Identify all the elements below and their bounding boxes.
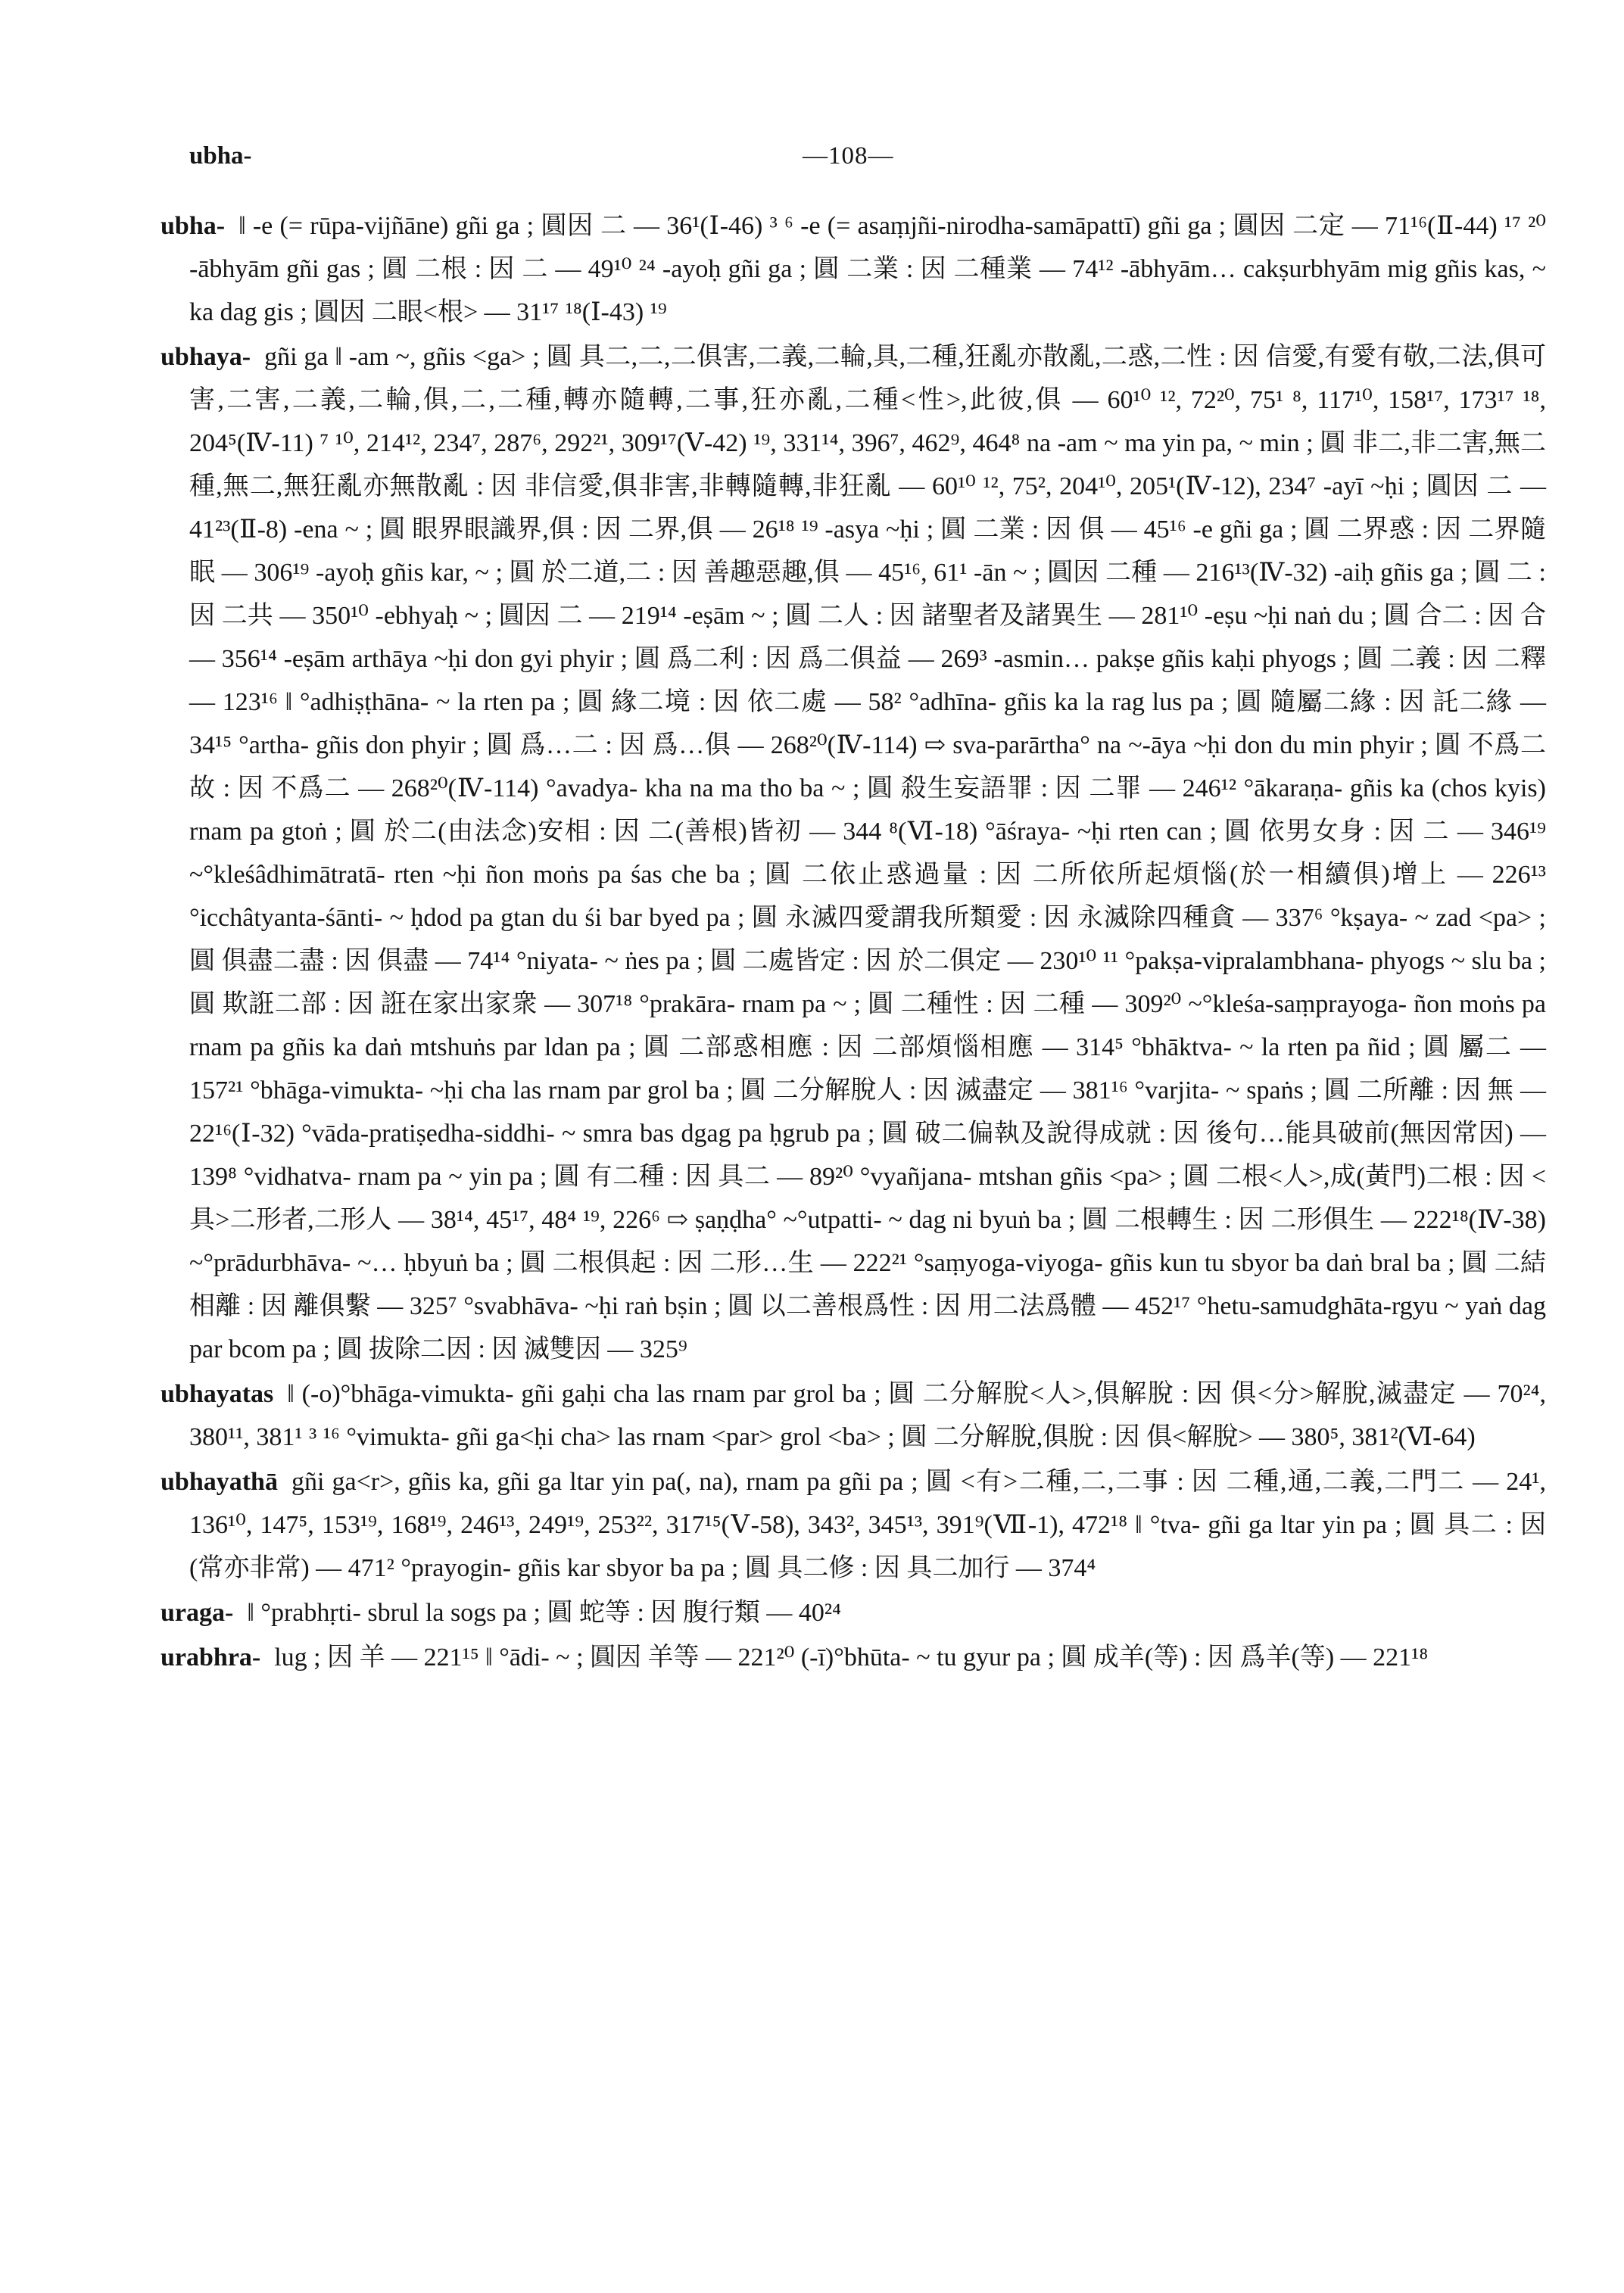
entry-headword: ubhayatas: [161, 1380, 274, 1408]
dictionary-entry: [161, 335, 1546, 1371]
entry-body: gñi ga ‖ -am ~, gñis <ga> ; 圓 具二,二,二俱害,二義,二輪,具,二種,狂亂亦散亂,二惑,二性 : 因 信愛,有愛有敬,二法,俱可害,二害,二義,二輪,俱,二,二種,轉亦隨轉,二事,狂亦亂,二種<性>,此彼,俱 — 60¹⁰ ¹², 72²⁰, 75¹ ⁸, 117¹⁰, 158¹⁷, 173¹⁷ ¹⁸, 204⁵(Ⅳ-11) ⁷ ¹⁰, 214¹², 234⁷, 287⁶, 292²¹, 309¹⁷(Ⅴ-42) ¹⁹, 331¹⁴, 396⁷, 462⁹, 464⁸ na -am ~ ma yin pa, ~ min ; 圓 非二,非二害,無二種,無二,無狂亂亦無散亂 : 因 非信愛,俱非害,非轉隨轉,非狂亂 — 60¹⁰ ¹², 75², 204¹⁰, 205¹(Ⅳ-12), 234⁷ -ayī ~ḥi ; 圓因 二 — 41²³(Ⅱ-8) -ena ~ ; 圓 眼界眼識界,俱 : 因 二界,俱 — 26¹⁸ ¹⁹ -asya ~ḥi ; 圓 二業 : 因 俱 — 45¹⁶ -e gñi ga ; 圓 二界惑 : 因 二界隨眠 — 306¹⁹ -ayoḥ gñis kar, ~ ; 圓 於二道,二 : 因 善趣惡趣,俱 — 45¹⁶, 61¹ -ān ~ ; 圓因 二種 — 216¹³(Ⅳ-32) -aiḥ gñis ga ; 圓 二 : 因 二共 — 350¹⁰ -ebhyaḥ ~ ; 圓因 二 — 219¹⁴ -eṣām ~ ; 圓 二人 : 因 諸聖者及諸異生 — 281¹⁰ -eṣu ~ḥi naṅ du ; 圓 合二 : 因 合 — 356¹⁴ -eṣām arthāya ~ḥi don gyi phyir ; 圓 爲二利 : 因 爲二俱益 — 269³ -asmin… pakṣe gñis kaḥi phyogs ; 圓 二義 : 因 二釋 — 123¹⁶ ‖ °adhiṣṭhāna- ~ la rten pa ; 圓 緣二境 : 因 依二處 — 58² °adhīna- gñis ka la rag lus pa ; 圓 隨屬二緣 : 因 託二緣 — 34¹⁵ °artha- gñis don phyir ; 圓 爲…二 : 因 爲…俱 — 268²⁰(Ⅳ-114) ⇨ sva-parārtha° na ~-āya ~ḥi don du min phyir ; 圓 不爲二故 : 因 不爲二 — 268²⁰(Ⅳ-114) °avadya- kha na ma tho ba ~ ; 圓 殺生妄語罪 : 因 二罪 — 246¹² °ākaraṇa- gñis ka (chos kyis) rnam pa gtoṅ ; 圓 於二(由法念)安相 : 因 二(善根)皆初 — 344 ⁸(Ⅵ-18) °āśraya- ~ḥi rten can ; 圓 依男女身 : 因 二 — 346¹⁹ ~°kleśâdhimātratā- rten ~ḥi ñon moṅs pa śas che ba ; 圓 二依止惑過量 : 因 二所依所起煩惱(於一相續俱)增上 — 226¹³ °icchâtyanta-śānti- ~ ḥdod pa gtan du śi bar byed pa ; 圓 永滅四愛謂我所類愛 : 因 永滅除四種貪 — 337⁶ °kṣaya- ~ zad <pa> ; 圓 俱盡二盡 : 因 俱盡 — 74¹⁴ °niyata- ~ ṅes pa ; 圓 二處皆定 : 因 於二俱定 — 230¹⁰ ¹¹ °pakṣa-vipralambhana- phyogs ~ slu ba ; 圓 欺誑二部 : 因 誑在家出家衆 — 307¹⁸ °prakāra- rnam pa ~ ; 圓 二種性 : 因 二種 — 309²⁰ ~°kleśa-saṃprayoga- ñon moṅs pa rnam pa gñis ka daṅ mtshuṅs par ldan pa ; 圓 二部惑相應 : 因 二部煩惱相應 — 314⁵ °bhāktva- ~ la rten pa ñid ; 圓 屬二 — 157²¹ °bhāga-vimukta- ~ḥi cha las rnam par grol ba ; 圓 二分解脫人 : 因 滅盡定 — 381¹⁶ °varjita- ~ spaṅs ; 圓 二所離 : 因 無 — 22¹⁶(Ⅰ-32) °vāda-pratiṣedha-siddhi- ~ smra bas dgag pa ḥgrub pa ; 圓 破二偏執及說得成就 : 因 後句…能具破前(無因常因) — 139⁸ °vidhatva- rnam pa ~ yin pa ; 圓 有二種 : 因 具二 — 89²⁰ °vyañjana- mtshan gñis <pa> ; 圓 二根<人>,成(黃門)二根 : 因 <具>二形者,二形人 — 38¹⁴, 45¹⁷, 48⁴ ¹⁹, 226⁶ ⇨ ṣaṇḍha° ~°utpatti- ~ dag ni byuṅ ba ; 圓 二根轉生 : 因 二形俱生 — 222¹⁸(Ⅳ-38) ~°prādurbhāva- ~… ḥbyuṅ ba ; 圓 二根俱起 : 因 二形…生 — 222²¹ °saṃyoga-viyoga- gñis kun tu sbyor ba daṅ bral ba ; 圓 二結相離 : 因 離俱繫 — 325⁷ °svabhāva- ~ḥi raṅ bṣin ; 圓 以二善根爲性 : 因 用二法爲體 — 452¹⁷ °hetu-samudghāta-rgyu ~ yaṅ dag par bcom pa ; 圓 拔除二因 : 因 滅雙因 — 325⁹: [189, 343, 1546, 1363]
running-head: ubha-: [189, 142, 252, 170]
entry-body: ‖ (-o)°bhāga-vimukta- gñi gaḥi cha las rnam par grol ba ; 圓 二分解脫<人>,俱解脫 : 因 俱<分>解脫,滅盡定 — 70²⁴, 380¹¹, 381¹ ³ ¹⁶ °vimukta- gñi ga<ḥi cha> las rnam <par> grol <ba> ; 圓 二分解脫,俱脫 : 因 俱<解脫> — 380⁵, 381²(Ⅵ-64): [189, 1380, 1546, 1451]
page-number: —108—: [803, 142, 894, 170]
entry-headword: urabhra-: [161, 1643, 261, 1671]
entry-headword: ubhayathā: [161, 1468, 278, 1496]
entry-headword: ubha-: [161, 212, 226, 240]
entry-body: lug ; 因 羊 — 221¹⁵ ‖ °ādi- ~ ; 圓因 羊等 — 221²⁰ (-ī)°bhūta- ~ tu gyur pa ; 圓 成羊(等) : 因 爲羊(等) — 221¹⁸: [274, 1643, 1429, 1671]
entry-body: ‖ °prabhṛti- sbrul la sogs pa ; 圓 蛇等 : 因 腹行類 — 40²⁴: [247, 1599, 841, 1627]
dictionary-entry: [161, 1460, 1546, 1590]
dictionary-entry: [161, 1636, 1546, 1679]
entry-body: ‖ -e (= rūpa-vijñāne) gñi ga ; 圓因 二 — 36¹(Ⅰ-46) ³ ⁶ -e (= asaṃjñi-nirodha-samāpattī) gñi ga ; 圓因 二定 — 71¹⁶(Ⅱ-44) ¹⁷ ²⁰ -ābhyām gñi gas ; 圓 二根 : 因 二 — 49¹⁰ ²⁴ -ayoḥ gñi ga ; 圓 二業 : 因 二種業 — 74¹² -ābhyām… cakṣurbhyām mig gñis kas, ~ ka dag gis ; 圓因 二眼<根> — 31¹⁷ ¹⁸(Ⅰ-43) ¹⁹: [189, 212, 1546, 326]
entry-body: gñi ga<r>, gñis ka, gñi ga ltar yin pa(, na), rnam pa gñi pa ; 圓 <有>二種,二,二事 : 因 二種,通,二義,二門二 — 24¹, 136¹⁰, 147⁵, 153¹⁹, 168¹⁹, 246¹³, 249¹⁹, 253²², 317¹⁵(Ⅴ-58), 343², 345¹³, 391⁹(Ⅶ-1), 472¹⁸ ‖ °tva- gñi ga ltar yin pa ; 圓 具二 : 因 (常亦非常) — 471² °prayogin- gñis kar sbyor ba pa ; 圓 具二修 : 因 具二加行 — 374⁴: [189, 1468, 1546, 1582]
entry-headword: ubhaya-: [161, 343, 251, 371]
page-header: [189, 142, 1552, 182]
dictionary-entries: [161, 204, 1546, 1681]
dictionary-entry: [161, 1591, 1546, 1634]
entry-headword: uraga-: [161, 1599, 234, 1627]
dictionary-entry: [161, 1372, 1546, 1459]
dictionary-entry: [161, 204, 1546, 334]
